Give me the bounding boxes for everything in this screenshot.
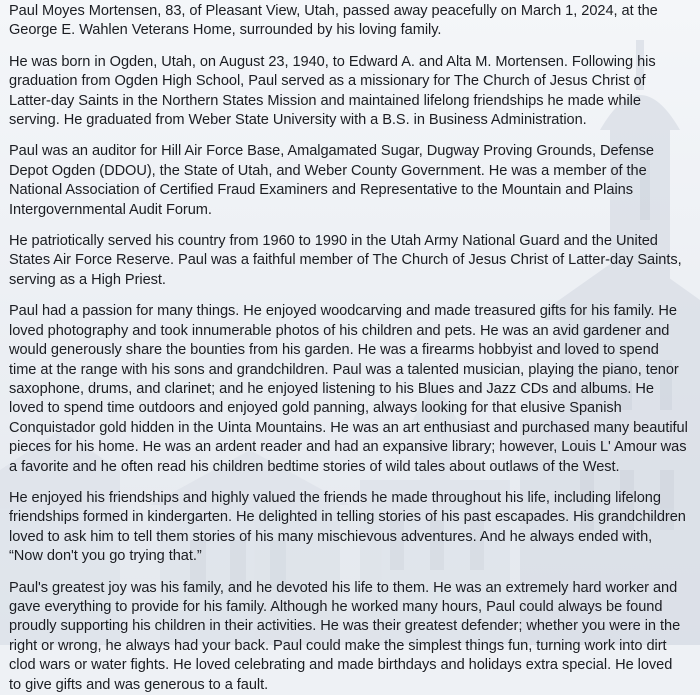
paragraph-friendships: He enjoyed his friendships and highly valued the friends he made throughout his life, including lifelong friendships formed in kindergarten. He delighted in telling stories of his past escapades. His grandchildren loved to ask him to tell them stories of his many mischievous adventures. And he always ended with, “Now don't you go trying that.” bbox=[9, 489, 686, 565]
paragraph-career: Paul was an auditor for Hill Air Force Base, Amalgamated Sugar, Dugway Proving Grounds, Defense Depot Ogden (DDOU), the State of Utah, and Weber County Government. He was a member of the National Association of Certified Fraud Examiners and Representative to the Mountain and Plains Intergovernmental Audit Forum. bbox=[9, 143, 654, 218]
paragraph-family: Paul's greatest joy was his family, and he devoted his life to them. He was an extremely hard worker and gave everything to provide for his family. Although he worked many hours, Paul could always be found proudly supporting his children in their activities. He was their greatest defender; whether you were in the right or wrong, he always had your back. Paul could make the simplest things fun, turning work into dirt clod wars or water fights. He loved celebrating and made birthdays and holidays extra special. He loved to give gifts and was generous to a fault. bbox=[9, 579, 681, 693]
paragraph-early-life: He was born in Ogden, Utah, on August 23, 1940, to Edward A. and Alta M. Mortensen. Following his graduation from Ogden High School, Paul served as a missionary for The Church of Jesus Christ of Latter-day Saints in the Northern States Mission and maintained lifelong friendships he made while serving. He graduated from Weber State University with a B.S. in Business Administration. bbox=[9, 53, 656, 129]
paragraph-hobbies: Paul had a passion for many things. He enjoyed woodcarving and made treasured gifts for his family. He loved photography and took innumerable photos of his children and pets. He was an avid gardener and would generously share the bounties from his garden. He was a firearms hobbyist and loved to spend time at the range with his sons and grandchildren. Paul was a talented musician, playing the piano, tenor saxophone, drums, and clarinet; and he enjoyed listening to his Blues and Jazz CDs and albums. He loved to spend time outdoors and enjoyed gold panning, always looking for that elusive Spanish Conquistador gold hidden in the Uinta Mountains. He was an art enthusiast and purchased many beautiful pieces for his home. He was an ardent reader and had an expansive library; however, Louis L' Amour was a favorite and he often read his children bedtime stories of wild tales about outlaws of the West. bbox=[9, 303, 688, 475]
paragraph-service: He patriotically served his country from 1960 to 1990 in the Utah Army National Guard and the United States Air Force Reserve. Paul was a faithful member of The Church of Jesus Christ of Latter-day Saints, serving as a High Priest. bbox=[9, 233, 682, 288]
paragraph-intro: Paul Moyes Mortensen, 83, of Pleasant View, Utah, passed away peacefully on March 1, 2024, at the George E. Wahlen Veterans Home, surrounded by his loving family. bbox=[9, 3, 658, 39]
